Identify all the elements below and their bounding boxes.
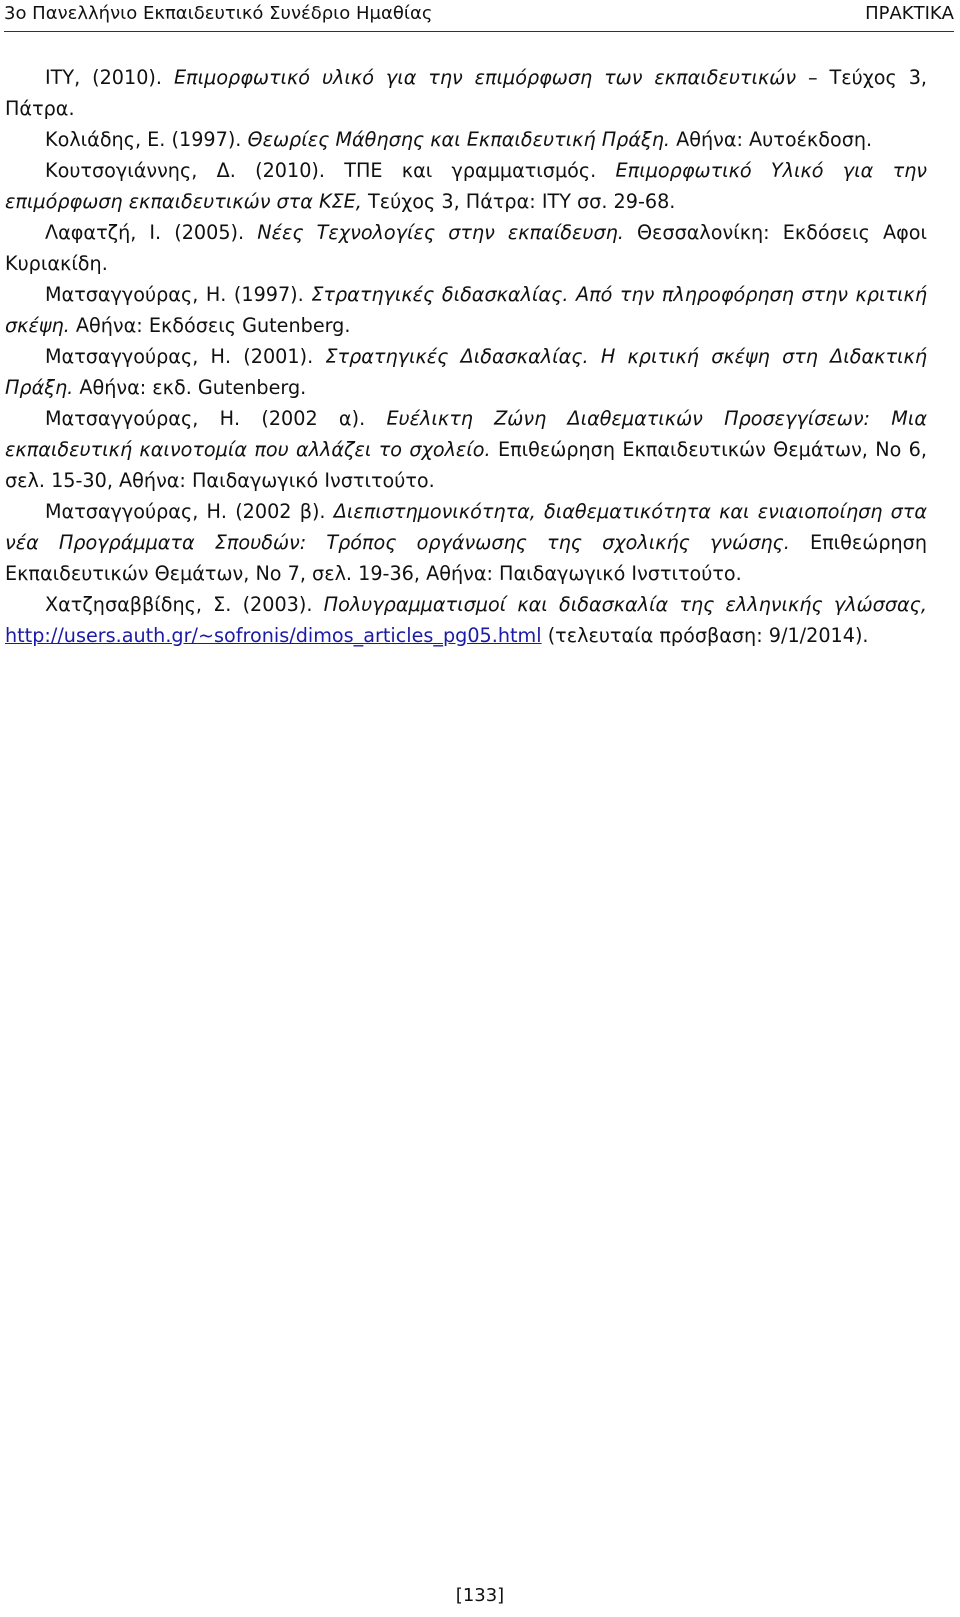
reference-item (5, 341, 927, 403)
reference-details: Αθήνα: Εκδόσεις Gutenberg. (75, 314, 351, 337)
reference-authors: Ματσαγγούρας, Η. (2002 α). (45, 407, 366, 430)
conference-title: 3ο Πανελλήνιο Εκπαιδευτικό Συνέδριο Ημαθίας (4, 3, 433, 24)
page-number: [133] (455, 1585, 505, 1606)
reference-title: Νέες Τεχνολογίες στην εκπαίδευση. (257, 221, 624, 244)
reference-details: Αθήνα: εκδ. Gutenberg. (79, 376, 307, 399)
reference-authors: Ματσαγγούρας, Η. (2002 β). (45, 500, 326, 523)
section-label: ΠΡΑΚΤΙΚΑ (865, 3, 954, 24)
reference-details: Επιθεώρηση Εκπαιδευτικών Θεμάτων, Νο 7, σελ. 19-36, Αθήνα: Παιδαγωγικό Ινστιτούτο. (5, 531, 927, 585)
reference-details: – Τεύχος 3, Πάτρα. (5, 66, 927, 120)
reference-authors: Κουτσογιάννης, Δ. (2010). ΤΠΕ και γραμματισμός. (45, 159, 597, 182)
reference-item (5, 155, 927, 217)
reference-item (5, 62, 927, 124)
reference-link[interactable]: http://users.auth.gr/~sofronis/dimos_articles_pg05.html (5, 624, 542, 647)
reference-authors: Κολιάδης, Ε. (1997). (45, 128, 242, 151)
reference-title: Επιμορφωτικό υλικό για την επιμόρφωση των εκπαιδευτικών (173, 66, 797, 89)
reference-title: Ευέλικτη Ζώνη Διαθεματικών Προσεγγίσεων: Μια εκπαιδευτική καινοτομία που αλλάζει το σχολείο. (5, 407, 927, 461)
reference-authors: Ματσαγγούρας, Η. (1997). (45, 283, 304, 306)
reference-authors: Λαφατζή, Ι. (2005). (45, 221, 245, 244)
reference-authors: Ματσαγγούρας, Η. (2001). (45, 345, 314, 368)
reference-list (5, 62, 927, 651)
reference-item (5, 279, 927, 341)
reference-title: Πολυγραμματισμοί και διδασκαλία της ελληνικής γλώσσας, (323, 593, 927, 616)
reference-item (5, 589, 927, 651)
reference-title: Επιμορφωτικό Υλικό για την επιμόρφωση εκπαιδευτικών στα ΚΣΕ, (5, 159, 927, 213)
reference-item (5, 217, 927, 279)
reference-details: Αθήνα: Αυτοέκδοση. (676, 128, 873, 151)
reference-item (5, 403, 927, 496)
reference-details: Επιθεώρηση Εκπαιδευτικών Θεμάτων, Νο 6, σελ. 15-30, Αθήνα: Παιδαγωγικό Ινστιτούτο. (5, 438, 927, 492)
reference-title: Διεπιστημονικότητα, διαθεματικότητα και ενιαιοποίηση στα νέα Προγράμματα Σπουδών: Τρόπος οργάνωσης της σχολικής γνώσης. (5, 500, 927, 554)
reference-title: Στρατηγικές Διδασκαλίας. Η κριτική σκέψη στη Διδακτική Πράξη. (5, 345, 927, 399)
reference-item (5, 496, 927, 589)
reference-details: (τελευταία πρόσβαση: 9/1/2014). (547, 624, 869, 647)
reference-title: Θεωρίες Μάθησης και Εκπαιδευτική Πράξη. (247, 128, 670, 151)
reference-details: Τεύχος 3, Πάτρα: ΙΤΥ σσ. 29-68. (368, 190, 676, 213)
reference-title: Στρατηγικές διδασκαλίας. Από την πληροφόρηση στην κριτική σκέψη. (5, 283, 928, 337)
page-header (4, 0, 954, 32)
reference-details: Θεσσαλονίκη: Εκδόσεις Αφοι Κυριακίδη. (5, 221, 927, 275)
reference-authors: ΙΤΥ, (2010). (45, 66, 163, 89)
reference-item (5, 124, 927, 155)
reference-authors: Χατζησαββίδης, Σ. (2003). (45, 593, 313, 616)
